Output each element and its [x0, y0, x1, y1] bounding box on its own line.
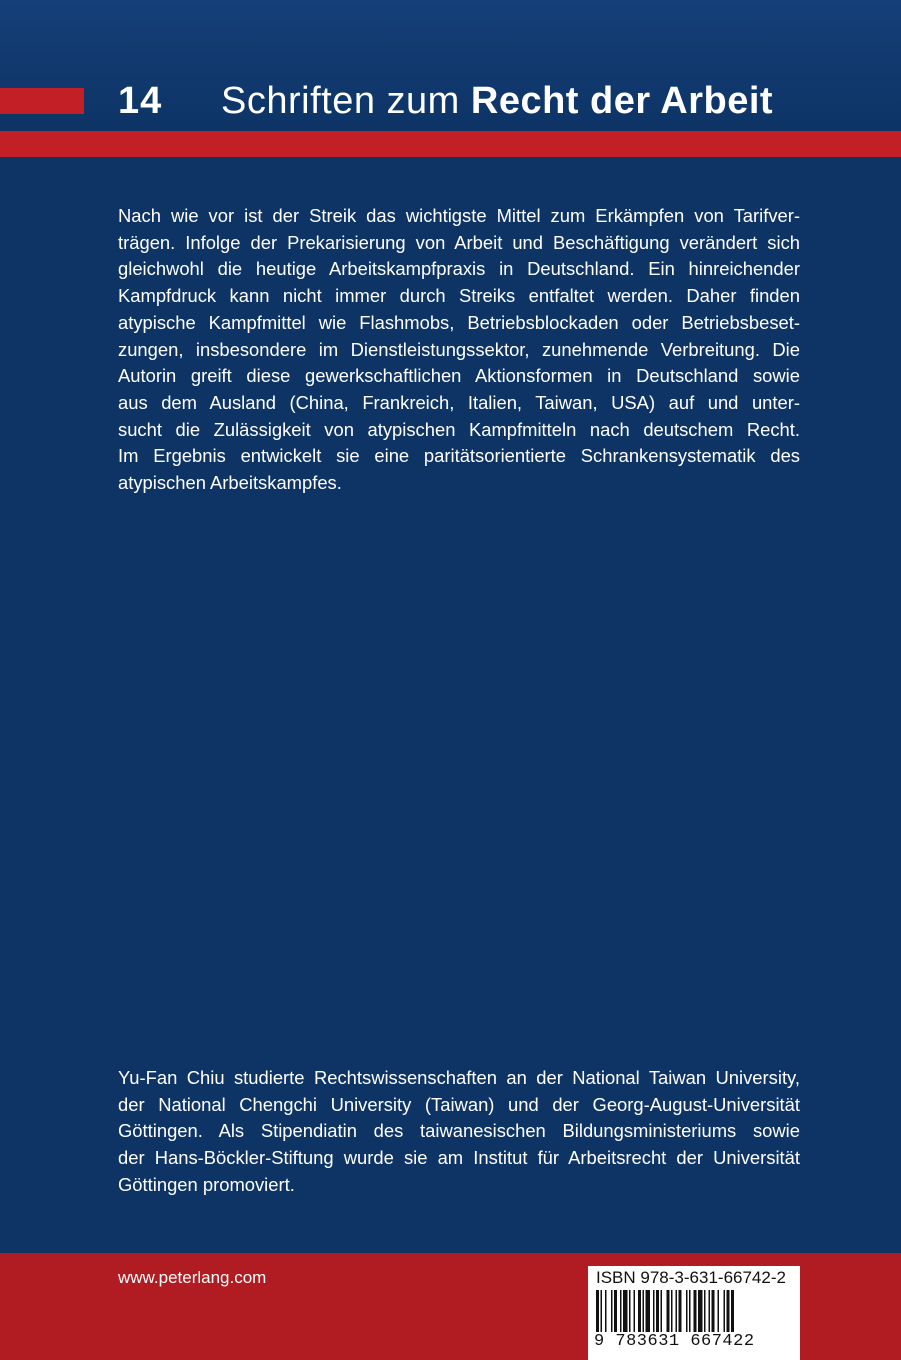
- author-bio: [118, 1065, 800, 1199]
- barcode-bar: [667, 1290, 670, 1336]
- barcode-bar: [689, 1290, 691, 1336]
- barcode-bar: [629, 1290, 631, 1336]
- barcode-bar: [671, 1290, 673, 1336]
- author-line: Yu-Fan Chiu studierte Rechtswissenschaften an der National Taiwan University,: [118, 1067, 800, 1088]
- barcode-bars: [594, 1290, 794, 1336]
- author-line: der Hans-Böckler-Stiftung wurde sie am Institut für Arbeitsrecht der Universität: [118, 1147, 800, 1169]
- blurb-line: sucht die Zulässigkeit von atypischen Kampfmitteln nach deutschem Recht.: [118, 418, 800, 440]
- author-line: der National Chengchi University (Taiwan) und der Georg-August-Universität: [118, 1093, 800, 1115]
- barcode-bar: [676, 1290, 678, 1336]
- blurb-line: atypischen Arbeitskampfes.: [118, 472, 342, 494]
- blurb-line: zungen, insbesondere im Dienstleistungssektor, zunehmende Verbreitung. Die: [118, 338, 800, 360]
- barcode-bar: [724, 1290, 726, 1336]
- barcode-bar: [653, 1290, 655, 1336]
- blurb-line: Autorin greift diese gewerkschaftlichen Aktionsformen in Deutschland sowie: [118, 365, 800, 387]
- barcode-bar: [638, 1290, 641, 1336]
- barcode-bar: [661, 1290, 663, 1336]
- barcode-bar: [611, 1290, 613, 1336]
- barcode-bar: [623, 1290, 628, 1336]
- author-line: Göttingen. Als Stipendiatin des taiwanesischen Bildungsministeriums sowie: [118, 1120, 800, 1142]
- blurb-line: Kampfdruck kann nicht immer durch Streiks entfaltet werden. Daher finden: [118, 285, 800, 307]
- blurb-line: gleichwohl die heutige Arbeitskampfpraxis in Deutschland. Ein hinreichender: [118, 258, 800, 280]
- publisher-website[interactable]: www.peterlang.com: [118, 1268, 267, 1287]
- barcode-bar: [686, 1290, 688, 1336]
- barcode-bar: [620, 1290, 622, 1336]
- barcode-bar: [727, 1290, 730, 1336]
- isbn-label: ISBN 978-3-631-66742-2: [596, 1268, 786, 1287]
- blurb-line: aus dem Ausland (China, Frankreich, Italien, Taiwan, USA) auf und unter-: [118, 391, 800, 413]
- barcode-bar: [704, 1290, 706, 1336]
- barcode-bar: [731, 1290, 734, 1336]
- barcode-bar: [646, 1290, 651, 1336]
- barcode-bar: [679, 1290, 682, 1336]
- barcode-bar: [709, 1290, 711, 1336]
- isbn-barcode: [588, 1266, 800, 1360]
- barcode-digits: 9 783631 667422: [592, 1332, 800, 1351]
- barcode-bar: [643, 1290, 645, 1336]
- barcode-bar: [634, 1290, 636, 1336]
- series-title-bold: Recht der Arbeit: [470, 80, 774, 122]
- barcode-bar: [605, 1290, 607, 1336]
- blurb-line: Im Ergebnis entwickelt sie eine paritätsorientierte Schrankensystematik des: [118, 445, 800, 467]
- series-number: 14: [118, 80, 163, 122]
- blurb-line: trägen. Infolge der Prekarisierung von Arbeit und Beschäftigung verändert sich: [118, 231, 800, 253]
- barcode-bar: [596, 1290, 599, 1336]
- barcode-bar: [694, 1290, 697, 1336]
- blurb-line: Nach wie vor ist der Streik das wichtigste Mittel zum Erkämpfen von Tarifver-: [118, 205, 800, 226]
- barcode-bar: [614, 1290, 617, 1336]
- series-title-prefix: Schriften zum: [221, 80, 471, 122]
- series-red-marker: [0, 88, 84, 114]
- barcode-bar: [712, 1290, 715, 1336]
- author-line: Göttingen promoviert.: [118, 1173, 295, 1195]
- barcode-bar: [601, 1290, 603, 1336]
- series-title: [221, 80, 773, 122]
- barcode-bar: [718, 1290, 720, 1336]
- barcode-bar: [698, 1290, 703, 1336]
- red-divider-band: [0, 131, 901, 157]
- book-blurb: [118, 203, 800, 497]
- blurb-line: atypische Kampfmittel wie Flashmobs, Betriebsblockaden oder Betriebsbeset-: [118, 311, 800, 333]
- barcode-bar: [656, 1290, 659, 1336]
